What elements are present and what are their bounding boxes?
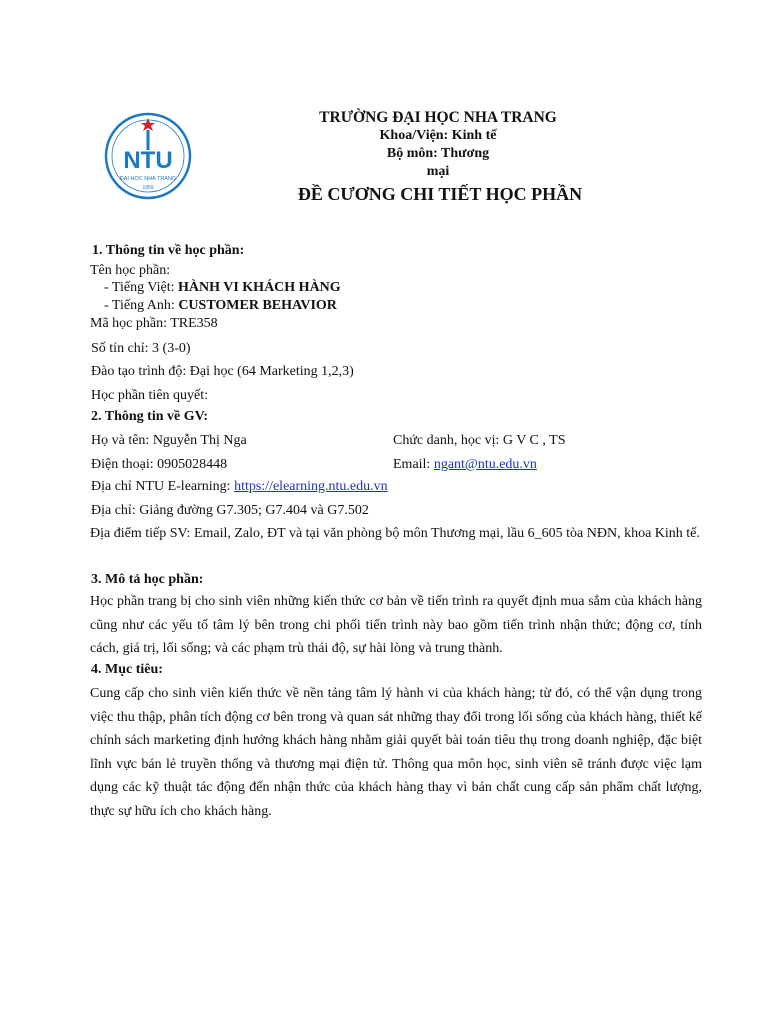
section3-heading: 3. Mô tả học phần: [91,572,204,587]
lecturer-name: Họ và tên: Nguyễn Thị Nga [91,433,247,448]
logo-subtext: ĐẠI HỌC NHA TRANG [119,176,177,182]
section4-heading: 4. Mục tiêu: [91,662,163,677]
en-value: CUSTOMER BEHAVIOR [178,298,337,313]
section2-heading: 2. Thông tin về GV: [91,409,209,424]
lecturer-title: Chức danh, học vị: G V C , TS [393,433,566,448]
lecturer-phone: Điện thoại: 0905028448 [91,457,228,472]
vn-value: HÀNH VI KHÁCH HÀNG [177,280,341,295]
course-name-label: Tên học phần: [90,263,171,278]
course-code: Mã học phần: TRE358 [90,316,218,331]
lecturer-address: Địa chỉ: Giảng đường G7.305; G7.404 và G7.502 [91,503,369,518]
logo-text: NTU [123,147,173,174]
ntu-logo [100,110,196,202]
department-line-1: Bộ môn: Thương [386,146,490,161]
section1-heading: 1. Thông tin về học phần: [92,243,245,258]
vn-label: - Tiếng Việt: [104,280,178,295]
logo-year: 1959 [142,185,154,191]
course-name-en [104,297,337,315]
prerequisite: Học phần tiên quyết: [91,388,209,403]
elearning-line [91,478,388,496]
training-level: Đào tạo trình độ: Đại học (64 Marketing 1,2,3) [91,364,354,379]
faculty-line: Khoa/Viện: Kinh tế [379,128,497,143]
email-link[interactable]: ngant@ntu.edu.vn [433,457,537,472]
course-credits: Số tín chỉ: 3 (3-0) [91,341,191,356]
document-title: ĐỀ CƯƠNG CHI TIẾT HỌC PHẦN [297,184,583,204]
course-objectives: Cung cấp cho sinh viên kiến thức về nền tảng tâm lý hành vi của khách hàng; từ đó, có thể vận dụng trong việc thu thập, phân tích động cơ bên trong và quan sát những thay đổi trong lối sống của khách hàng, thiết kế chính sách marketing định hướng khách hàng nhằm giải quyết bài toán tiêu thụ trong doanh nghiệp, đặc biệt lĩnh vực bán lẻ truyền thống và thương mại điện tử. Thông qua môn học, sinh viên sẽ tránh được việc lạm dụng các kỹ thuật tác động đến nhận thức của khách hàng thay vì bản chất cung cấp sản phẩm chất lượng, thực sự hữu ích cho khách hàng. [90,686,702,819]
elearning-label: Địa chỉ NTU E-learning: [91,479,235,494]
course-name-vn [104,279,341,297]
en-label: - Tiếng Anh: [104,298,179,313]
school-name: TRƯỜNG ĐẠI HỌC NHA TRANG [319,109,557,126]
elearning-link[interactable]: https://elearning.ntu.edu.vn [234,479,388,494]
meeting-place: Địa điểm tiếp SV: Email, Zalo, ĐT và tại văn phòng bộ môn Thương mại, lầu 6_605 tòa NĐN, khoa Kinh tế. [90,526,700,541]
lecturer-email [393,456,537,474]
header-block [290,108,586,181]
email-label: Email: [393,457,434,472]
department-line-2: mại [426,164,450,179]
course-description: Học phần trang bị cho sinh viên những kiến thức cơ bản về tiến trình ra quyết định mua sắm của khách hàng cũng như các yếu tố tâm lý bên trong chi phối tiến trình này bao gồm tiến trình nhận thức; động cơ, tính cách, giá trị, lối sống; và các phạm trù thái độ, sự hài lòng và trung thành. [90,594,702,656]
